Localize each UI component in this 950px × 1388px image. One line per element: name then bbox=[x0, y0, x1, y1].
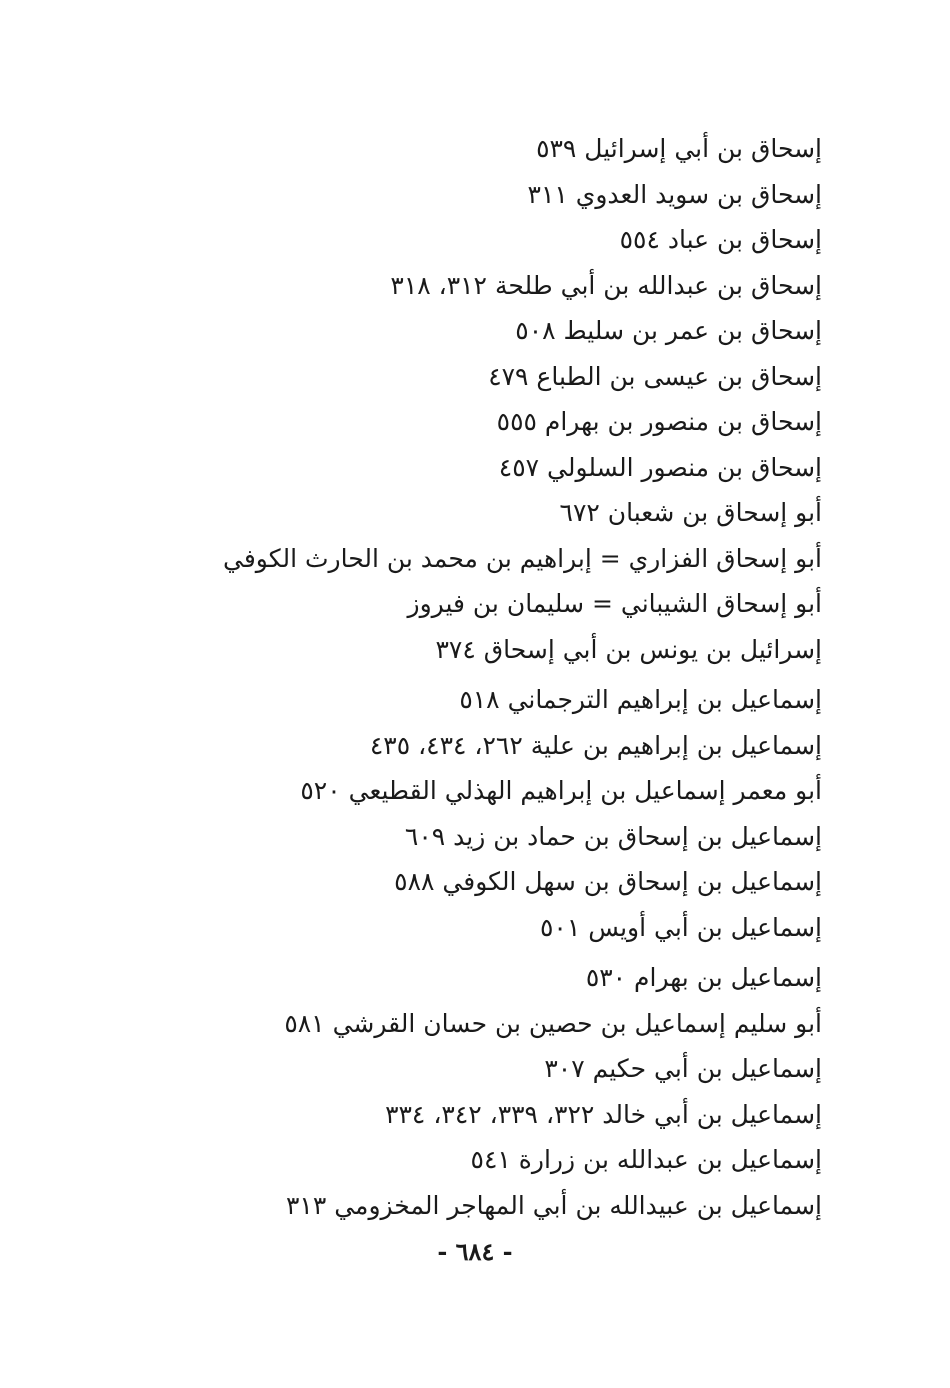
index-entry: أبو سليم إسماعيل بن حصين بن حسان القرشي ٥٨١ bbox=[284, 1008, 822, 1038]
index-entry: إسحاق بن عيسى بن الطباع ٤٧٩ bbox=[488, 361, 822, 391]
index-entry: إسماعيل بن أبي أويس ٥٠١ bbox=[539, 912, 822, 942]
page-number: - ٦٨٤ - bbox=[437, 1237, 513, 1266]
index-entries-list bbox=[122, 126, 822, 1228]
index-entry: إسحاق بن عمر بن سليط ٥٠٨ bbox=[515, 316, 822, 345]
index-entry: إسماعيل بن إبراهيم الترجماني ٥١٨ bbox=[459, 685, 822, 714]
index-entry: إسماعيل بن أبي خالد ٣٢٢، ٣٣٩، ٣٤٢، ٣٣٤ bbox=[385, 1099, 822, 1129]
index-entry: إسماعيل بن أبي حكيم ٣٠٧ bbox=[544, 1054, 822, 1083]
index-entry: إسحاق بن سويد العدوي ٣١١ bbox=[527, 179, 822, 209]
index-entry: إسحاق بن منصور السلولي ٤٥٧ bbox=[498, 452, 822, 482]
index-entry: إسماعيل بن إبراهيم بن علية ٢٦٢، ٤٣٤، ٤٣٥ bbox=[369, 730, 822, 760]
index-entry: إسحاق بن أبي إسرائيل ٥٣٩ bbox=[536, 134, 822, 163]
index-entry: إسماعيل بن إسحاق بن حماد بن زيد ٦٠٩ bbox=[404, 821, 822, 851]
index-entry: إسماعيل بن بهرام ٥٣٠ bbox=[585, 963, 822, 992]
index-entry: إسحاق بن عباد ٥٥٤ bbox=[619, 225, 822, 254]
index-entry: أبو إسحاق الفزاري = إبراهيم بن محمد بن الحارث الكوفي bbox=[222, 543, 822, 573]
index-entry: أبو إسحاق الشيباني = سليمان بن فيروز bbox=[407, 589, 822, 618]
index-entry: إسماعيل بن عبيدالله بن أبي المهاجر المخزومي ٣١٣ bbox=[285, 1190, 822, 1220]
index-entry: إسماعيل بن عبدالله بن زرارة ٥٤١ bbox=[470, 1145, 822, 1174]
index-entry: أبو إسحاق بن شعبان ٦٧٢ bbox=[559, 498, 822, 527]
index-entry: أبو معمر إسماعيل بن إبراهيم الهذلي القطيعي ٥٢٠ bbox=[300, 776, 822, 805]
index-entry: إسماعيل بن إسحاق بن سهل الكوفي ٥٨٨ bbox=[394, 867, 822, 896]
index-entry: إسحاق بن عبدالله بن أبي طلحة ٣١٢، ٣١٨ bbox=[390, 270, 822, 300]
index-entry: إسحاق بن منصور بن بهرام ٥٥٥ bbox=[496, 407, 822, 436]
index-entry: إسرائيل بن يونس بن أبي إسحاق ٣٧٤ bbox=[435, 634, 822, 664]
